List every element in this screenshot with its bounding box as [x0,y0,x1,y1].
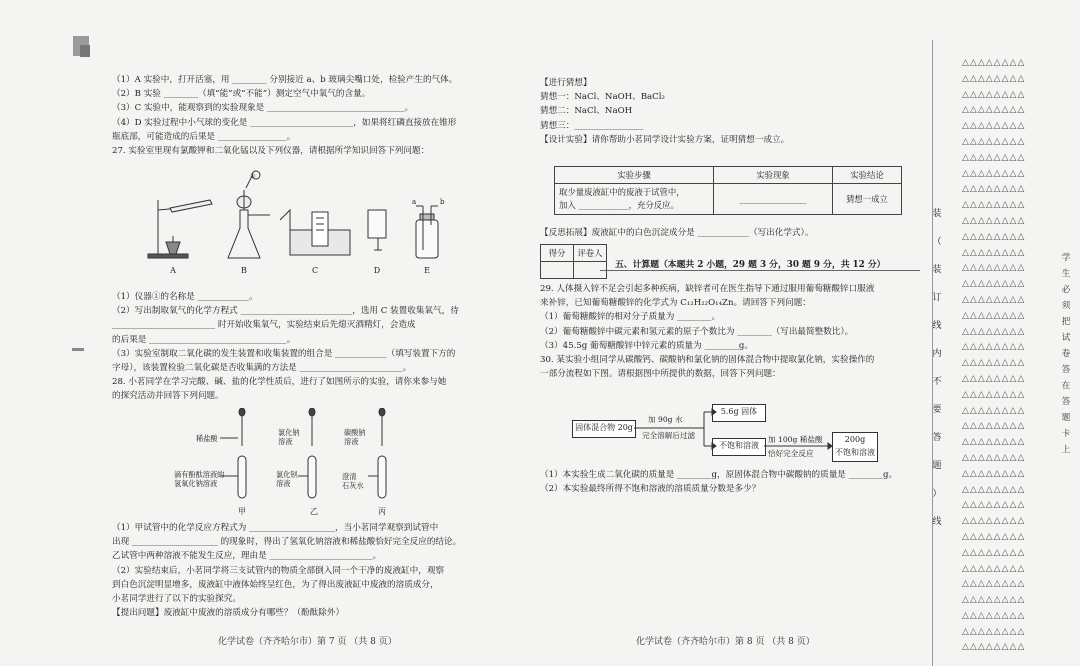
triangle-row: △△△△△△△△ [962,231,1026,242]
binding-letter: 不 [932,377,942,387]
flow-step1-top: 加 90g 水 [648,415,683,424]
q30b-line: （2）本实验最终所得不饱和溶液的溶质质量分数是多少？ [540,484,761,495]
triangle-row: △△△△△△△△ [962,89,1026,100]
triangle-row: △△△△△△△△ [962,563,1026,574]
apparatus-b [228,171,270,258]
table-header-conclusion: 实验结论 [833,167,902,184]
test-tube-figure [160,408,420,518]
left-q-line: （3）C 实验中，能观察到的实验现象是 ________________________________。 [112,103,414,114]
score-empty [541,262,574,279]
q29-line: （1）葡萄糖酸锌的相对分子质量为 ________。 [540,312,721,323]
left-q-line: （2）B 实验 ________（填“能”或“不能”）测定空气中氧气的含量。 [112,89,371,100]
flow-start: 固体混合物 20g [572,420,636,438]
right-guess-block [540,76,920,147]
triangle-row: △△△△△△△△ [962,373,1026,384]
q30-line: 30. 某实验小组同学从碳酸钙、碳酸钠和氯化钠的固体混合物中提取氯化钠，实验操作的 [540,355,875,366]
tube-name-jia: 甲 [238,507,246,516]
binding-letter: 订 [932,293,942,303]
flow-step2-top: 加 100g 稀盐酸 [768,435,823,444]
triangle-row: △△△△△△△△ [962,184,1026,195]
triangle-row: △△△△△△△△ [962,279,1026,290]
triangle-row: △△△△△△△△ [962,326,1026,337]
q29-block [540,282,920,381]
left-q3-line: 【提出问题】废液缸中废液的溶质成分有哪些？（酚酞除外） [112,608,345,619]
student-note: 学生必须把试卷答在答题卡上 [1061,253,1071,455]
scan-mark-inner [80,45,90,57]
left-q3-line: （1）甲试管中的化学反应方程式为 ____________________，当小茗同学观察到试管中 [112,523,439,533]
left-q2-line: 的后果是 ________________________________。 [112,334,296,345]
triangle-row: △△△△△△△△ [962,389,1026,400]
triangle-grid [962,56,1062,656]
left-page-footer: 化学试卷（齐齐哈尔市）第 7 页 （共 8 页） [218,637,397,647]
q30b-line: （1）本实验生成二氧化碳的质量是 ________g，原固体混合物中碳酸钠的质量是 ________g。 [540,470,898,480]
triangle-row: △△△△△△△△ [962,437,1026,448]
triangle-row: △△△△△△△△ [962,642,1026,653]
triangle-row: △△△△△△△△ [962,421,1026,432]
left-q2-line: （1）仪器①的名称是 ____________。 [112,292,258,302]
binding-letters [931,200,943,536]
binding-letter: 装 [932,265,942,275]
flow-filtrate: 不饱和溶液 [712,438,766,456]
tube-name-bing: 丙 [378,507,386,516]
apparatus-label-c: C [311,266,319,275]
q30b-block [540,468,920,496]
apparatus-e [416,206,438,258]
left-page [112,73,512,158]
scan-mark-left [72,348,84,351]
right-page-footer: 化学试卷（齐齐哈尔市）第 8 页 （共 8 页） [636,637,815,647]
left-question-block-2 [112,290,512,404]
triangle-row: △△△△△△△△ [962,610,1026,621]
table-header-step: 实验步骤 [555,167,714,184]
q29-line: 来补锌，已知葡萄糖酸锌的化学式为 C₁₂H₂₂O₁₄Zn。请回答下列问题： [540,298,811,309]
jia-tube-label: 滴有酚酞溶液的 氢氧化钠溶液 [174,470,225,488]
triangle-row: △△△△△△△△ [962,58,1026,68]
triangle-row: △△△△△△△△ [962,547,1026,558]
guess-line: 猜想一：NaCl、NaOH、BaCl₂ [540,92,665,103]
binding-letter: 题 [932,461,942,471]
triangle-row: △△△△△△△△ [962,168,1026,179]
guess-line: 【设计实验】请你帮助小茗同学设计实验方案，证明猜想一成立。 [540,134,790,145]
table-header-row [555,167,902,184]
left-q3-line: （2）实验结束后，小茗同学将三支试管内的物质全部倒入同一个干净的废液缸中，观察 [112,565,445,576]
section-divider [600,270,920,271]
binding-letter: 线 [932,321,942,331]
triangle-row: △△△△△△△△ [962,105,1026,116]
binding-letter: 答 [932,433,942,443]
left-q2-line: 的探究活动并回答下列问题。 [112,391,224,402]
apparatus-a [148,200,212,258]
left-q2-line: （3）实验室制取二氧化碳的发生装置和收集装置的组合是 ____________（填写装置下方的 [112,348,456,359]
q29-line: （2）葡萄糖酸锌中碳元素和氢元素的原子个数比为 ________（写出最简整数比）。 [540,326,854,337]
triangle-row: △△△△△△△△ [962,500,1026,511]
triangle-row: △△△△△△△△ [962,263,1026,274]
jia-drop-label: 稀盐酸 [196,434,218,443]
left-question-block-1 [112,73,512,158]
left-q2-line: ________________________ 时开始收集氧气，实验结束后先熄灭酒精灯，会造成 [112,320,416,331]
triangle-row: △△△△△△△△ [962,595,1026,606]
apparatus-c [280,210,350,255]
tube-name-yi: 乙 [310,507,318,516]
apparatus-label-d: D [373,266,381,275]
triangle-row: △△△△△△△△ [962,215,1026,226]
guess-line: 【进行猜想】 [540,78,592,88]
table-cell-conclusion: 猜想一成立 [833,184,902,215]
apparatus-mark: ① [250,173,256,180]
left-q2-line: 28. 小茗同学在学习完酸、碱、盐的化学性质后，进行了如图所示的实验，请你来参与她 [112,377,447,388]
binding-letter: ） [932,489,942,499]
yi-drop-label: 氯化钠 溶液 [278,428,300,446]
triangle-row: △△△△△△△△ [962,516,1026,527]
flow-arrows [634,404,834,460]
score-cell: 得分 [541,245,574,262]
flow-step1-bottom: 完全溶解后过滤 [642,431,696,440]
flow-end: 200g 不饱和溶液 [832,432,878,462]
q29-line: 29. 人体摄入锌不足会引起多种疾病，缺锌者可在医生指导下通过服用葡萄糖酸锌口服液 [540,284,875,294]
grader-cell: 评卷人 [574,245,607,262]
port-b: b [440,198,445,206]
flow-step2-bottom: 恰好完全反应 [768,449,814,458]
binding-letter: 装 [932,209,942,219]
triangle-row: △△△△△△△△ [962,452,1026,463]
triangle-row: △△△△△△△△ [962,73,1026,84]
left-q-line: 瓶底部，可能造成的后果是 ________________。 [112,131,296,142]
left-q3-line: 乙试管中两种溶液不能发生反应，理由是 ________________________。 [112,551,382,562]
left-q3-line: 到白色沉淀明显增多，废液缸中液体始终呈红色，为了得出废液缸中废液的溶质成分， [112,579,439,590]
triangle-row: △△△△△△△△ [962,200,1026,211]
q30-line: 一部分流程如下图。请根据图中所提供的数据，回答下列问题： [540,369,781,380]
left-q2-line: （2）写出制取氧气的化学方程式 __________________________，选用 C 装置收集氧气，待 [112,306,459,317]
triangle-row: △△△△△△△△ [962,310,1026,321]
triangle-row: △△△△△△△△ [962,358,1026,369]
q29-line: （3）45.5g 葡萄糖酸锌中锌元素的质量为 ________g。 [540,340,753,351]
left-q3-line: 出现 ____________________ 的现象时，得出了氢氧化钠溶液和稀盐酸恰好完全反应的结论。 [112,537,462,548]
apparatus-d [368,210,386,250]
triangle-row: △△△△△△△△ [962,247,1026,258]
binding-letter: 内 [932,349,942,359]
left-q2-line: 字母），该装置检验二氧化碳是否收集满的方法是 ________________________。 [112,363,412,374]
triangle-row: △△△△△△△△ [962,531,1026,542]
binding-letter: （ [932,237,942,247]
apparatus-label-b: B [241,266,247,275]
score-box [540,244,607,279]
triangle-row: △△△△△△△△ [962,342,1026,353]
guess-line: 猜想三：________________ [540,120,644,131]
triangle-row: △△△△△△△△ [962,405,1026,416]
left-question-block-3 [112,521,512,620]
table-header-phenomenon: 实验现象 [714,167,833,184]
triangle-row: △△△△△△△△ [962,626,1026,637]
flow-solid: 5.6g 固体 [712,404,766,422]
section-title: 五、计算题（本题共 2 小题，29 题 3 分，30 题 9 分，共 12 分） [615,260,886,270]
triangle-row: △△△△△△△△ [962,152,1026,163]
binding-letter: 要 [932,405,942,415]
triangle-row: △△△△△△△△ [962,484,1026,495]
yi-tube-label: 氯化钡 溶液 [276,470,298,488]
reflect-text: 【反思拓展】废液缸中的白色沉淀成分是 ____________（写出化学式）。 [540,228,814,238]
reflect-line [540,226,813,240]
bing-tube-label: 澄清 石灰水 [342,472,364,490]
triangle-row: △△△△△△△△ [962,121,1026,132]
triangle-row: △△△△△△△△ [962,294,1026,305]
left-q3-line: 小茗同学进行了以下的实验探究。 [112,594,241,605]
table-cell-phenomenon: ________________ [714,184,833,215]
triangle-row: △△△△△△△△ [962,136,1026,147]
table-cell-step: 取少量废液缸中的废液于试管中， 加入 ____________，充分反应。 [555,184,714,215]
experiment-table [554,166,902,215]
left-q-line: （1）A 实验中，打开活塞，用 ________ 分别接近 a、b 玻璃尖嘴口处，检验产生的气体。 [112,75,458,85]
apparatus-label-a: A [170,266,176,275]
apparatus-figure [140,170,470,280]
left-q-line: 27. 实验室里现有氯酸钾和二氧化锰以及下列仪器，请根据所学知识回答下列问题： [112,146,430,157]
triangle-row: △△△△△△△△ [962,579,1026,590]
binding-letter: 线 [932,517,942,527]
apparatus-label-e: E [424,266,430,275]
triangle-row: △△△△△△△△ [962,468,1026,479]
left-q-line: （4）D 实验过程中小气球的变化是 ________________________，如果将红磷直接放在锥形 [112,117,457,128]
guess-line: 猜想二：NaCl、NaOH [540,106,633,117]
bing-drop-label: 碳酸钠 溶液 [344,428,366,446]
table-row [555,184,902,215]
port-a: a [412,198,417,206]
